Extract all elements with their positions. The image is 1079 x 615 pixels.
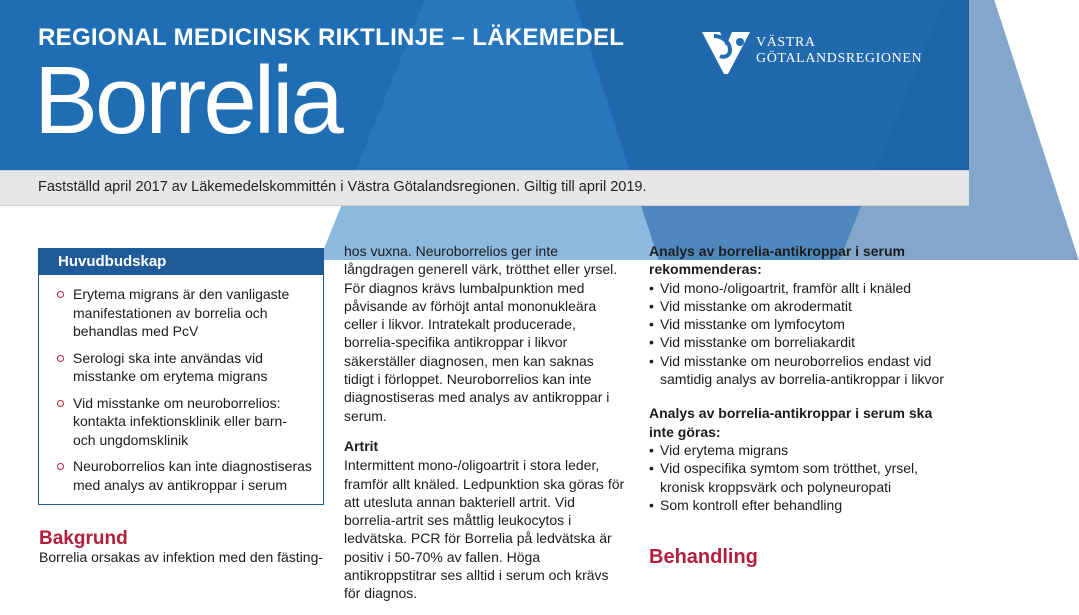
list-item: • Vid ospecifika symtom som trötthet, yrsel, kronisk kroppsvärk och polyneuropati <box>649 460 919 495</box>
bakgrund-text: Borrelia orsakas av infektion med den fästing- <box>39 549 324 565</box>
document-supertitle: REGIONAL MEDICINSK RIKTLINJE – LÄKEMEDEL <box>38 24 625 51</box>
validity-band <box>0 170 969 206</box>
list-item: • Vid erytema migrans <box>649 441 789 458</box>
subheading-recommended: Analys av borrelia-antikroppar i serum rekommenderas: <box>649 243 905 278</box>
section-heading-bakgrund: Bakgrund <box>39 528 128 549</box>
list-item: • Vid misstanke om akrodermatit <box>649 297 852 314</box>
key-messages-title: Huvudbudskap <box>39 249 323 275</box>
logo-text-line1: VÄSTRA <box>756 35 816 50</box>
not-recommended-list <box>649 441 949 514</box>
list-item: • Som kontroll efter behandling <box>649 496 843 513</box>
dot-bullet-icon: • <box>649 441 654 458</box>
list-item: • Vid misstanke om neuroborrelios endast vid samtidig analys av borrelia-antikroppar i likvor <box>649 352 945 388</box>
key-messages-list <box>39 275 323 494</box>
subheading-artrit: Artrit <box>344 437 379 454</box>
list-item: • Vid misstanke om borreliakardit <box>649 334 856 351</box>
column-middle <box>344 242 626 615</box>
key-messages-box <box>38 248 324 505</box>
dot-bullet-icon: • <box>649 460 654 477</box>
document-title: Borrelia <box>34 47 341 154</box>
recommended-list <box>649 279 949 389</box>
dot-bullet-icon: • <box>649 279 654 296</box>
column-right <box>649 242 949 530</box>
ring-bullet-icon <box>57 463 64 470</box>
paragraph-artrit: Intermittent mono-/oligoartrit i stora leder, framför allt knäled. Ledpunktion ska göras för att utesluta annan bakteriell artrit. Vid borrelia-artrit ses måttlig leukocytos i ledvätska. PCR för Borrelia på ledvätska är positiv i 50-70% av fallen. Höga antikroppstitrar ses alltid i serum och krävs för diagnos. <box>344 457 625 602</box>
list-item: Erytema migrans är den vanligaste manifestationen av borrelia och behandlas med PcV <box>56 285 313 341</box>
logo-text-line2: GÖTALANDSREGIONEN <box>756 51 923 66</box>
dot-bullet-icon: • <box>649 496 654 513</box>
vgr-logo-icon <box>700 28 752 78</box>
ring-bullet-icon <box>57 400 64 407</box>
list-item: • Vid mono-/oligoartrit, framför allt i knäled <box>649 279 912 296</box>
list-item: Serologi ska inte användas vid misstanke om erytema migrans <box>56 349 313 386</box>
paragraph-neuroborrelios: hos vuxna. Neuroborrelios ger inte långdragen generell värk, trötthet eller yrsel. För diagnos krävs lumbalpunktion med påvisande av förhöjt antal mononukleära celler i likvor. Intratekalt producerade, borrelia-specifika antikroppar i likvor säkerställer diagnosen, men kan saknas tidigt i förloppet. Neuroborrelios kan inte diagnostiseras med analys av antikroppar i serum. <box>344 243 618 424</box>
ring-bullet-icon <box>57 355 64 362</box>
validity-text: Fastställd april 2017 av Läkemedelskommittén i Västra Götalandsregionen. Giltig till april 2019. <box>38 179 647 195</box>
ring-bullet-icon <box>57 291 64 298</box>
list-item: Vid misstanke om neuroborrelios: kontakta infektionsklinik eller barn- och ungdomsklinik <box>56 394 313 450</box>
dot-bullet-icon: • <box>649 316 654 333</box>
list-item: Neuroborrelios kan inte diagnostiseras med analys av antikroppar i serum <box>56 457 313 494</box>
list-item: • Vid misstanke om lymfocytom <box>649 316 845 333</box>
vgr-logo <box>700 28 950 78</box>
dot-bullet-icon: • <box>649 352 654 369</box>
header-banner <box>0 0 969 170</box>
subheading-not-recommended: Analys av borrelia-antikroppar i serum ska inte göras: <box>649 405 933 440</box>
dot-bullet-icon: • <box>649 334 654 351</box>
section-heading-behandling: Behandling <box>649 546 758 568</box>
dot-bullet-icon: • <box>649 297 654 314</box>
